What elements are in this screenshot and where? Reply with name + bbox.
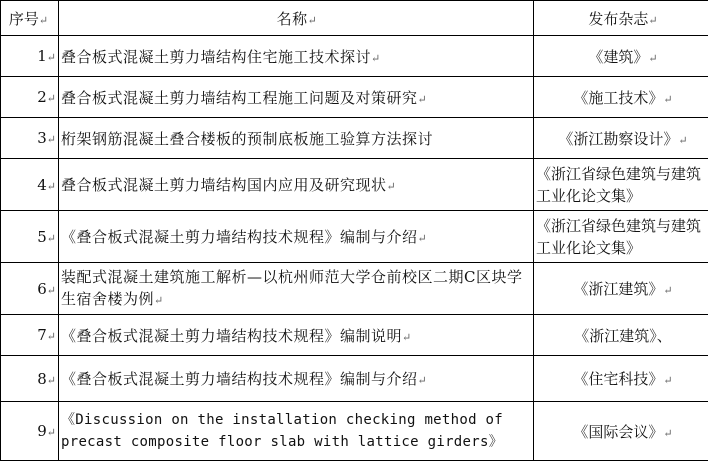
header-no <box>1 1 59 36</box>
row-no-cell <box>1 315 59 356</box>
table-row <box>1 315 708 356</box>
paragraph-mark-icon: ↵ <box>386 180 397 193</box>
paragraph-mark-icon: ↵ <box>46 426 56 439</box>
header-row <box>1 1 708 36</box>
row-journal-cell <box>534 402 708 461</box>
row-name-cell <box>59 263 534 315</box>
paragraph-mark-icon: ↵ <box>417 374 428 387</box>
row-no-cell <box>1 402 59 461</box>
row-no-cell <box>1 263 59 315</box>
paragraph-mark-icon: ↵ <box>402 330 412 344</box>
row-no: 1 <box>37 47 47 65</box>
paragraph-mark-icon: ↵ <box>648 51 658 65</box>
row-name: 《叠合板式混凝土剪力墙结构技术规程》编制说明 <box>61 326 403 345</box>
header-name <box>59 1 534 36</box>
row-journal: 《国际会议》 <box>573 422 664 441</box>
paragraph-mark-icon: ↵ <box>648 13 658 27</box>
paragraph-mark-icon: ↵ <box>663 374 673 387</box>
paragraph-mark-icon: ↵ <box>663 284 673 297</box>
table-row <box>1 36 708 77</box>
header-journal-label: 发布杂志 <box>588 9 649 28</box>
paragraph-mark-icon: ↵ <box>417 232 428 245</box>
row-journal-cell <box>534 356 708 402</box>
paragraph-mark-icon: ↵ <box>154 293 164 307</box>
row-no: 3 <box>37 129 47 147</box>
row-no: 9 <box>37 422 47 440</box>
table-row <box>1 402 708 461</box>
row-journal-cell <box>534 263 708 315</box>
table-body <box>1 36 708 461</box>
row-no-cell <box>1 211 59 263</box>
paragraph-mark-icon: ↵ <box>46 373 56 387</box>
row-name: 《叠合板式混凝土剪力墙结构技术规程》编制与介绍 <box>61 228 418 246</box>
paragraph-mark-icon: ↵ <box>38 13 49 27</box>
row-name-cell <box>59 211 534 263</box>
paragraph-mark-icon: ↵ <box>46 283 56 297</box>
paragraph-mark-icon: ↵ <box>46 51 56 64</box>
row-name: 叠合板式混凝土剪力墙结构住宅施工技术探讨 <box>61 47 372 66</box>
row-journal-cell <box>534 36 708 77</box>
table-row <box>1 263 708 315</box>
row-no: 8 <box>37 369 47 388</box>
row-name-cell <box>59 315 534 356</box>
row-no: 2 <box>37 88 47 106</box>
row-no-cell <box>1 356 59 402</box>
row-no: 5 <box>37 227 47 246</box>
header-name-label: 名称 <box>276 9 308 28</box>
row-journal-cell <box>534 315 708 356</box>
row-name-cell <box>59 159 534 211</box>
row-name-cell <box>59 36 534 77</box>
paragraph-mark-icon: ↵ <box>417 92 428 106</box>
row-journal: 《浙江勘察设计》 <box>558 129 679 148</box>
row-journal: 《浙江建筑》、 <box>574 326 672 345</box>
row-name: 叠合板式混凝土剪力墙结构工程施工问题及对策研究 <box>61 88 418 107</box>
paragraph-mark-icon: ↵ <box>663 426 673 440</box>
row-no-cell <box>1 77 59 118</box>
row-no: 7 <box>37 326 47 344</box>
row-name: 《Discussion on the installation checking method of precast composite floor slab with lattice girders》 <box>61 412 504 450</box>
table-row <box>1 118 708 159</box>
row-no-cell <box>1 159 59 211</box>
paragraph-mark-icon: ↵ <box>46 179 56 193</box>
row-name-cell <box>59 356 534 402</box>
paragraph-mark-icon: ↵ <box>307 13 318 27</box>
row-name-cell <box>59 402 534 461</box>
row-name-cell <box>59 77 534 118</box>
row-journal: 《浙江建筑》 <box>573 280 664 298</box>
row-name: 装配式混凝土建筑施工解析—以杭州师范大学仓前校区二期C区块学生宿舍楼为例 <box>61 267 523 308</box>
table-row <box>1 77 708 118</box>
table-row <box>1 159 708 211</box>
row-name: 《叠合板式混凝土剪力墙结构技术规程》编制与介绍 <box>61 370 418 388</box>
paragraph-mark-icon: ↵ <box>46 133 56 146</box>
row-journal: 《施工技术》 <box>573 88 664 107</box>
row-name: 叠合板式混凝土剪力墙结构国内应用及研究现状 <box>61 176 387 194</box>
row-journal: 《住宅科技》 <box>573 370 664 388</box>
paragraph-mark-icon: ↵ <box>678 133 688 147</box>
row-no-cell <box>1 36 59 77</box>
header-no-label: 序号 <box>8 9 39 28</box>
paragraph-mark-icon: ↵ <box>46 330 56 343</box>
row-journal: 《浙江省绿色建筑与建筑工业化论文集》 <box>536 216 702 257</box>
row-journal-cell <box>534 77 708 118</box>
row-journal-cell <box>534 118 708 159</box>
row-journal-cell <box>534 211 708 263</box>
paragraph-mark-icon: ↵ <box>46 231 56 245</box>
row-no: 6 <box>37 279 47 298</box>
row-name-cell <box>59 118 534 159</box>
row-journal-cell <box>534 159 708 211</box>
row-journal: 《建筑》 <box>588 47 649 66</box>
header-journal <box>534 1 708 36</box>
table-row <box>1 356 708 402</box>
row-no: 4 <box>37 175 47 194</box>
row-journal: 《浙江省绿色建筑与建筑工业化论文集》 <box>536 164 702 205</box>
paragraph-mark-icon: ↵ <box>663 92 673 106</box>
row-no-cell <box>1 118 59 159</box>
table-header <box>1 1 708 36</box>
paragraph-mark-icon: ↵ <box>46 92 56 105</box>
table-row <box>1 211 708 263</box>
row-name: 桁架钢筋混凝土叠合楼板的预制底板施工验算方法探讨 <box>61 129 434 148</box>
paragraph-mark-icon: ↵ <box>371 51 381 65</box>
